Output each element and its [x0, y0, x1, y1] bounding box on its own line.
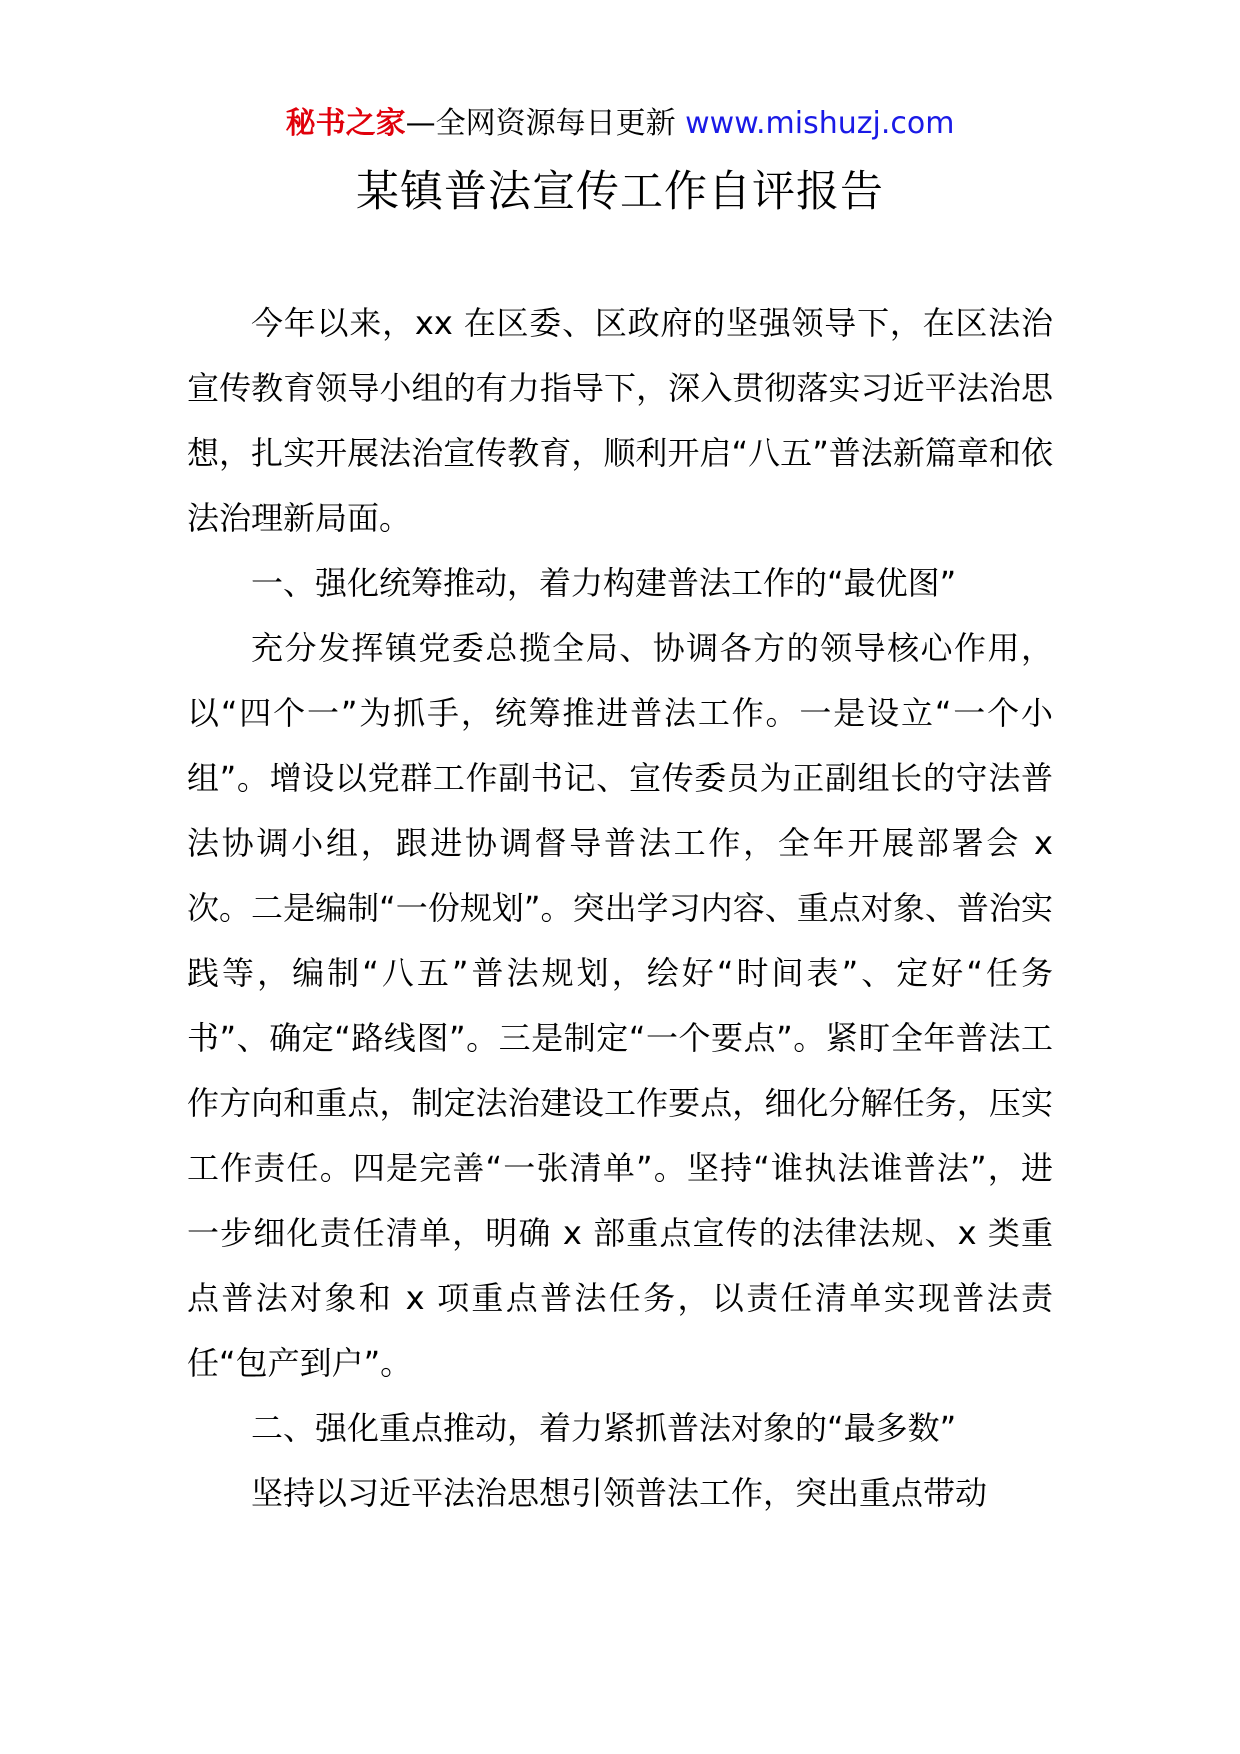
document-body: [187, 291, 1053, 1526]
brand-name: 秘书之家: [285, 106, 406, 141]
intro-paragraph: 今年以来，xx 在区委、区政府的坚强领导下，在区法治宣传教育领导小组的有力指导下，深入贯彻落实习近平法治思想，扎实开展法治宣传教育，顺利开启“八五”普法新篇章和依法治理新局面。: [187, 304, 1053, 537]
header-tagline: —全网资源每日更新: [405, 106, 686, 141]
document-title: 某镇普法宣传工作自评报告: [356, 167, 884, 217]
section-2-paragraph: 坚持以习近平法治思想引领普法工作，突出重点带动: [251, 1474, 988, 1512]
section-2-heading: 二、强化重点推动，着力紧抓普法对象的“最多数”: [251, 1409, 957, 1447]
site-url-link[interactable]: www.mishuzj.com: [685, 106, 955, 141]
section-1-paragraph: 充分发挥镇党委总揽全局、协调各方的领导核心作用，以“四个一”为抓手，统筹推进普法工作。一是设立“一个小组”。增设以党群工作副书记、宣传委员为正副组长的守法普法协调小组，跟进协调督导普法工作，全年开展部署会 x 次。二是编制“一份规划”。突出学习内容、重点对象、普治实践等，编制“八五”普法规划，绘好“时间表”、定好“任务书”、确定“路线图”。三是制定“一个要点”。紧盯全年普法工作方向和重点，制定法治建设工作要点，细化分解任务，压实工作责任。四是完善“一张清单”。坚持“谁执法谁普法”，进一步细化责任清单，明确 x 部重点宣传的法律法规、x 类重点普法对象和 x 项重点普法任务，以责任清单实现普法责任“包产到户”。: [187, 629, 1053, 1382]
section-1-heading: 一、强化统筹推动，着力构建普法工作的“最优图”: [251, 564, 957, 602]
site-header: [0, 100, 1240, 148]
